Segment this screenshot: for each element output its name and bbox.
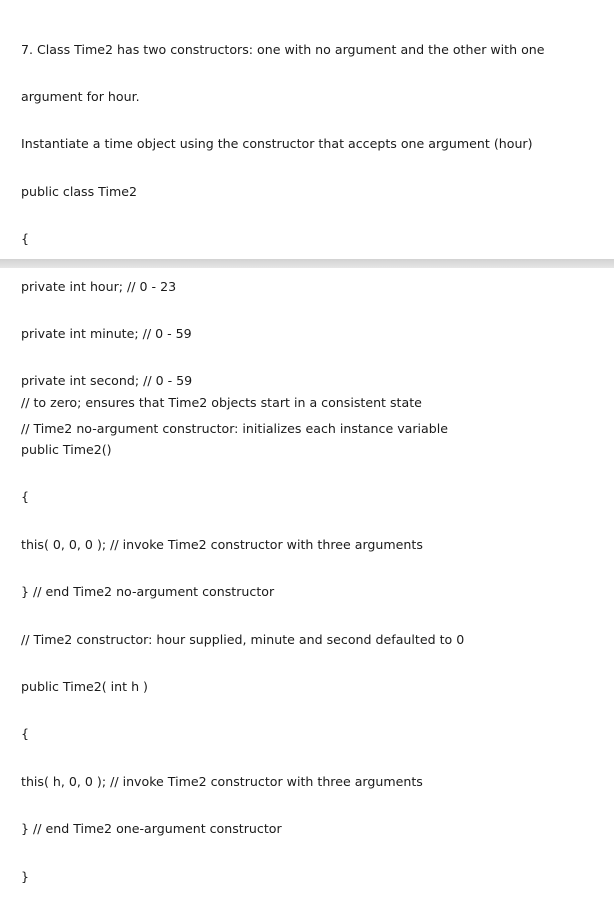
- page-divider: [0, 259, 614, 268]
- code-line: private int hour; // 0 - 23: [21, 278, 177, 294]
- code-line: // Time2 constructor: hour supplied, minute and second defaulted to 0: [21, 631, 465, 647]
- code-line: private int minute; // 0 - 59: [21, 325, 192, 341]
- code-line: private int second; // 0 - 59: [21, 373, 193, 389]
- code-line: this( h, 0, 0 ); // invoke Time2 constructor with three arguments: [21, 773, 423, 789]
- code-line: }: [21, 868, 30, 884]
- code-line: public Time2(): [21, 441, 112, 457]
- code-line: public class Time2: [21, 183, 137, 199]
- text-line: 7. Class Time2 has two constructors: one with no argument and the other with one: [21, 41, 545, 57]
- code-text-bottom: [21, 363, 464, 900]
- code-line: this( 0, 0, 0 ); // invoke Time2 constructor with three arguments: [21, 536, 423, 552]
- text-line: Instantiate a time object using the constructor that accepts one argument (hour): [21, 136, 533, 152]
- code-line: } // end Time2 no-argument constructor: [21, 584, 275, 600]
- code-line: } // end Time2 one-argument constructor: [21, 821, 282, 837]
- code-line: {: [21, 231, 30, 247]
- code-line: public Time2( int h ): [21, 678, 148, 694]
- text-line: argument for hour.: [21, 88, 140, 104]
- code-line: {: [21, 726, 30, 742]
- code-line: // to zero; ensures that Time2 objects start in a consistent state: [21, 394, 422, 410]
- code-line: // Time2 no-argument constructor: initializes each instance variable: [21, 420, 449, 436]
- code-line: {: [21, 489, 30, 505]
